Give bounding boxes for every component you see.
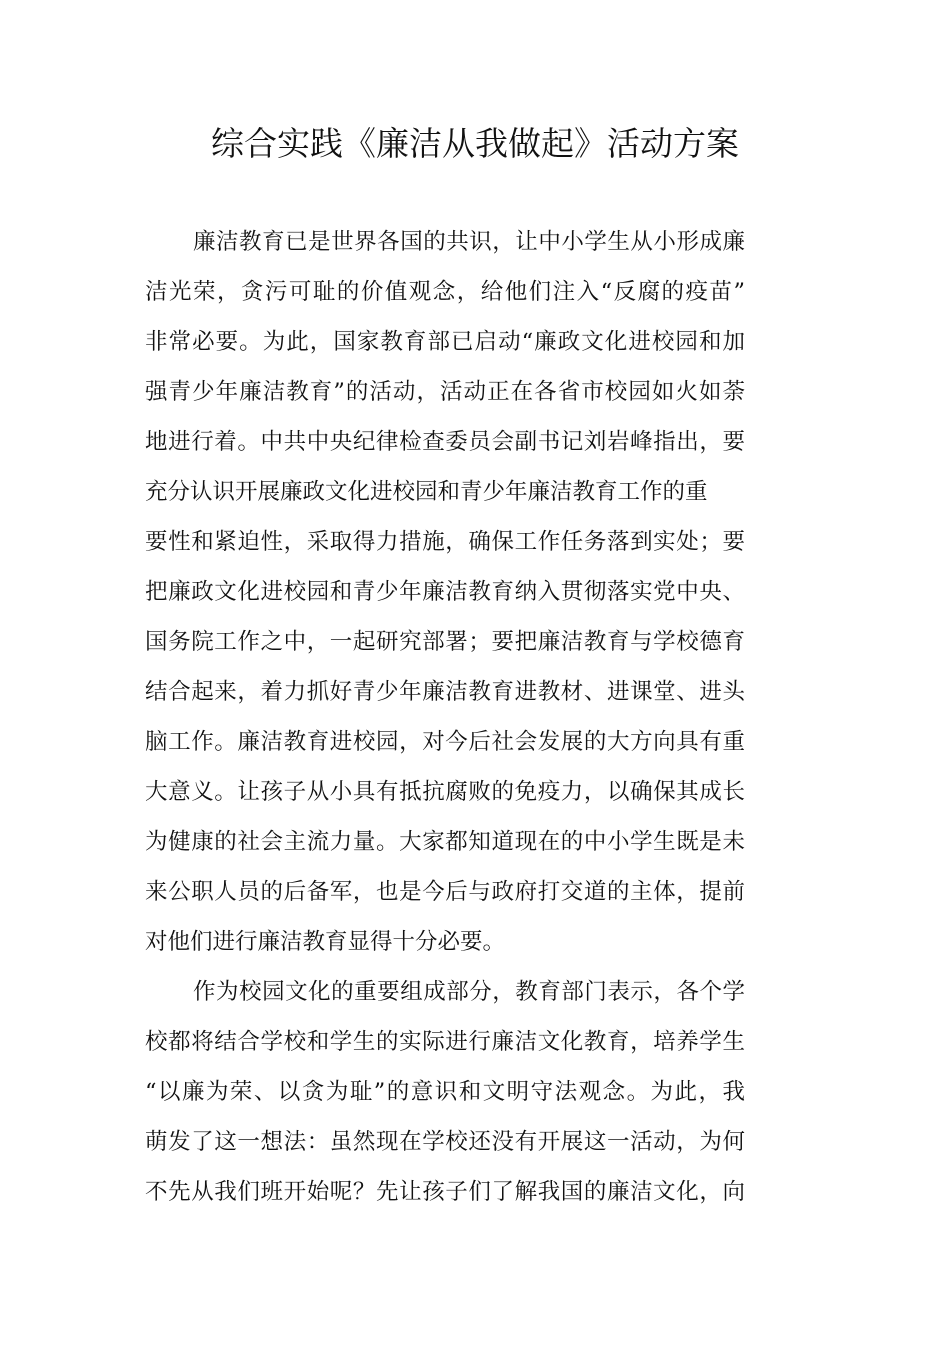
paragraph-1-line-4: 强青少年廉洁教育”的活动，活动正在各省市校园如火如荼 — [145, 379, 745, 405]
paragraph-1-line-9: 国务院工作之中，一起研究部署；要把廉洁教育与学校德育 — [145, 629, 745, 655]
paragraph-1-line-14: 来公职人员的后备军，也是今后与政府打交道的主体，提前 — [145, 879, 745, 905]
paragraph-1-line-2: 洁光荣，贪污可耻的价值观念，给他们注入“反腐的疫苗” — [145, 279, 745, 305]
paragraph-1-line-3: 非常必要。为此，国家教育部已启动“廉政文化进校园和加 — [145, 329, 745, 355]
paragraph-1-line-1: 廉洁教育已是世界各国的共识，让中小学生从小形成廉 — [193, 229, 745, 255]
paragraph-2-line-5: 不先从我们班开始呢？先让孩子们了解我国的廉洁文化，向 — [145, 1179, 745, 1205]
paragraph-2-line-2: 校都将结合学校和学生的实际进行廉洁文化教育，培养学生 — [145, 1029, 745, 1055]
paragraph-1-line-12: 大意义。让孩子从小具有抵抗腐败的免疫力，以确保其成长 — [145, 779, 745, 805]
paragraph-1-line-10: 结合起来，着力抓好青少年廉洁教育进教材、进课堂、进头 — [145, 679, 745, 705]
document-title: 综合实践《廉洁从我做起》活动方案 — [211, 124, 739, 163]
paragraph-2-line-4: 萌发了这一想法：虽然现在学校还没有开展这一活动，为何 — [145, 1129, 745, 1155]
paragraph-1-line-15: 对他们进行廉洁教育显得十分必要。 — [145, 929, 506, 955]
paragraph-1-line-13: 为健康的社会主流力量。大家都知道现在的中小学生既是未 — [145, 829, 745, 855]
paragraph-2-line-1: 作为校园文化的重要组成部分，教育部门表示，各个学 — [193, 979, 745, 1005]
paragraph-1-line-11: 脑工作。廉洁教育进校园，对今后社会发展的大方向具有重 — [145, 729, 745, 755]
paragraph-2-line-3: “以廉为荣、以贪为耻”的意识和文明守法观念。为此，我 — [145, 1079, 745, 1105]
paragraph-1-line-8: 把廉政文化进校园和青少年廉洁教育纳入贯彻落实党中央、 — [145, 579, 745, 605]
paragraph-1-line-6: 充分认识开展廉政文化进校园和青少年廉洁教育工作的重 — [145, 479, 708, 505]
paragraph-1-line-7: 要性和紧迫性，采取得力措施，确保工作任务落到实处；要 — [145, 529, 745, 555]
paragraph-1-line-5: 地进行着。中共中央纪律检查委员会副书记刘岩峰指出，要 — [145, 429, 745, 455]
